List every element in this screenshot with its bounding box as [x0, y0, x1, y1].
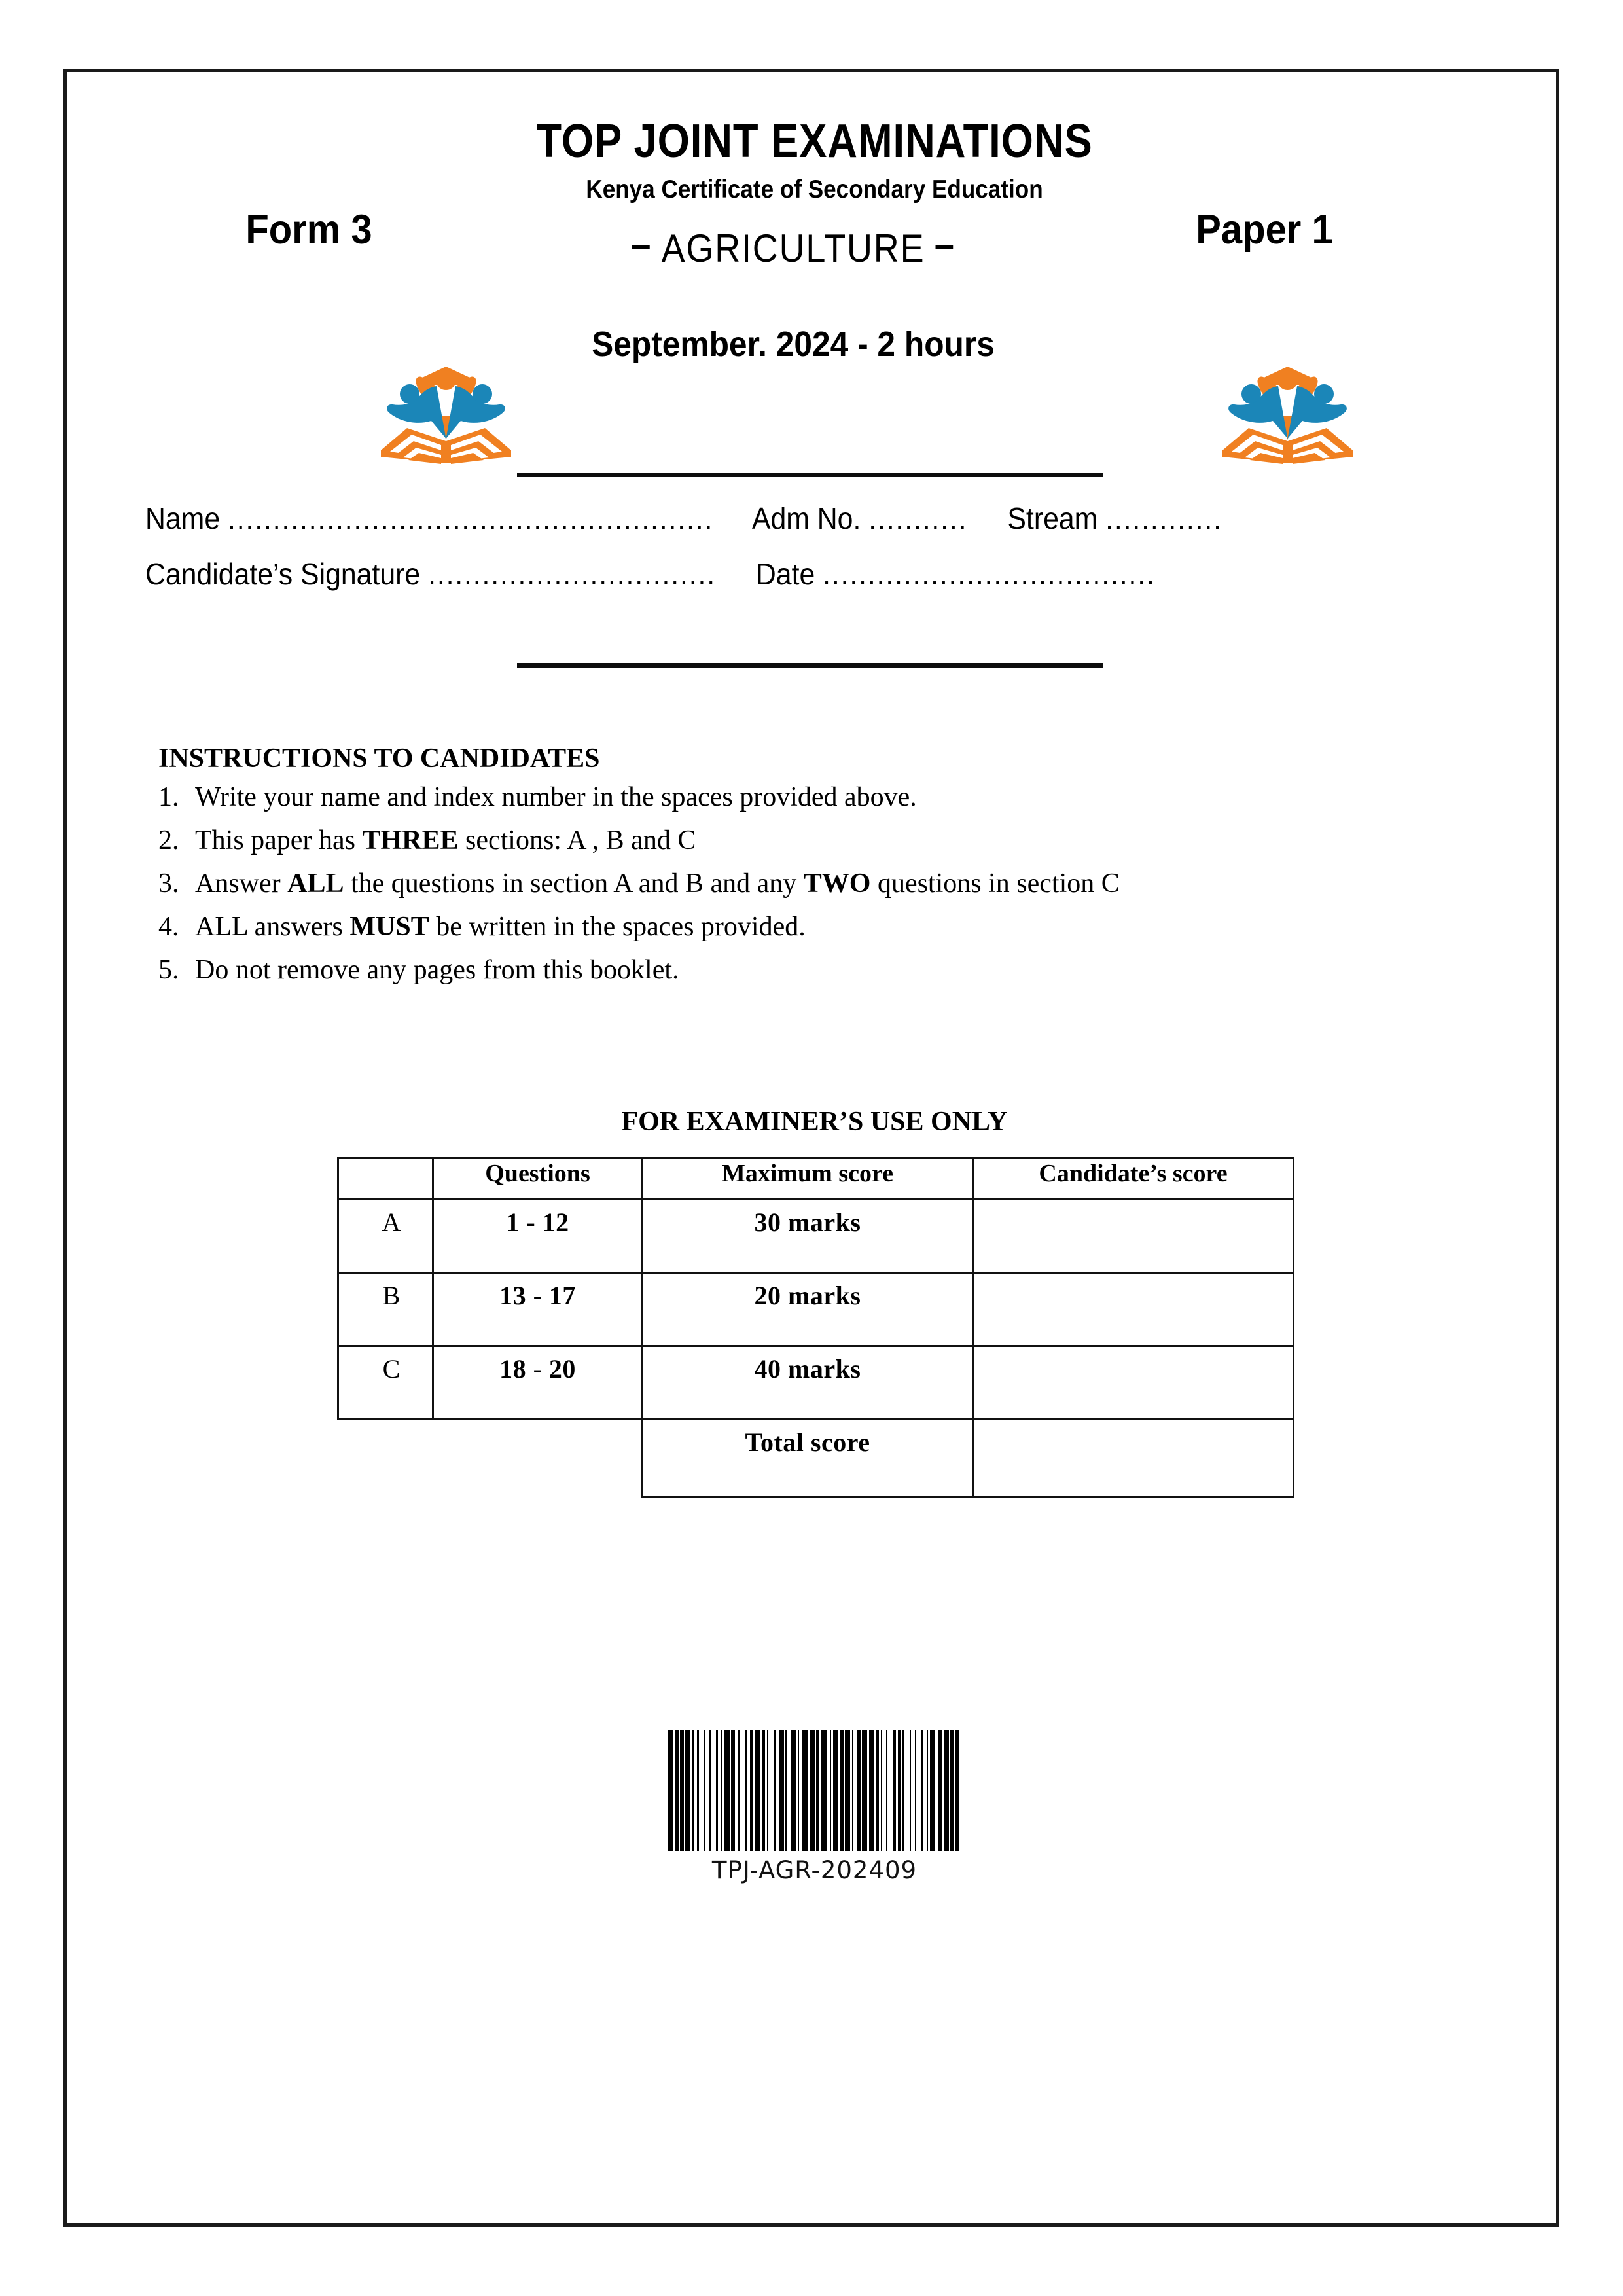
graduates-open-book-logo-right	[1217, 353, 1358, 465]
instruction-text: Answer ALL the questions in section A and B and any TWO questions in section C	[195, 869, 1120, 899]
form-label: Form 3	[245, 207, 372, 253]
examiner-use-title: FOR EXAMINER’S USE ONLY	[621, 1107, 1008, 1137]
page-border-frame	[63, 69, 1559, 2227]
stream-input-line[interactable]: .............	[1105, 501, 1222, 535]
instruction-number: 3.	[158, 869, 179, 899]
cell-candidate-score[interactable]	[973, 1200, 1294, 1273]
column-header-questions: Questions	[433, 1158, 643, 1200]
cell-total-score-label: Total score	[643, 1420, 973, 1497]
column-header-candidate-score: Candidate’s score	[973, 1158, 1294, 1200]
exam-date-duration: September. 2024 - 2 hours	[592, 325, 995, 364]
exam-header	[67, 72, 1562, 439]
dash-right-decoration: –	[934, 222, 955, 266]
candidate-row-name	[145, 501, 1393, 536]
instruction-number: 5.	[158, 955, 179, 985]
instruction-text: Do not remove any pages from this booklet.	[195, 955, 679, 985]
barcode-label: TPJ-AGR-202409	[711, 1856, 918, 1884]
column-header-section	[338, 1158, 433, 1200]
instruction-item	[158, 913, 1467, 941]
table-row	[338, 1273, 1294, 1346]
cell-section: C	[338, 1346, 433, 1420]
cell-section: A	[338, 1200, 433, 1273]
cell-total-score-value[interactable]	[973, 1420, 1294, 1497]
instructions-heading: INSTRUCTIONS TO CANDIDATES	[158, 744, 600, 774]
signature-label: Candidate’s Signature	[145, 557, 421, 591]
cell-empty-questions	[433, 1420, 643, 1497]
column-header-maximum-score: Maximum score	[643, 1158, 973, 1200]
barcode-block	[67, 1721, 1562, 1884]
dash-left-decoration: –	[631, 222, 652, 266]
table-row	[338, 1346, 1294, 1420]
candidate-row-signature	[145, 556, 1393, 592]
cell-questions: 13 - 17	[433, 1273, 643, 1346]
cell-maximum-score: 30 marks	[643, 1200, 973, 1273]
paper-label: Paper 1	[1196, 207, 1333, 253]
table-row-total	[338, 1420, 1294, 1497]
instruction-text: Write your name and index number in the spaces provided above.	[195, 782, 917, 812]
table-row	[338, 1200, 1294, 1273]
subject-line	[440, 221, 1147, 271]
examiner-score-table	[337, 1157, 1294, 1498]
instruction-item	[158, 956, 1467, 984]
exam-subtitle: Kenya Certificate of Secondary Education	[586, 175, 1043, 204]
instruction-item	[158, 870, 1467, 897]
instruction-number: 4.	[158, 912, 179, 942]
instruction-text: ALL answers MUST be written in the spaces provided.	[195, 912, 806, 942]
barcode-image	[668, 1730, 960, 1851]
cell-maximum-score: 40 marks	[643, 1346, 973, 1420]
cell-section: B	[338, 1273, 433, 1346]
cell-maximum-score: 20 marks	[643, 1273, 973, 1346]
candidate-details	[67, 501, 1562, 651]
date-input-line[interactable]: .....................................	[823, 557, 1156, 591]
date-label: Date	[755, 557, 815, 591]
instructions-section	[158, 743, 1467, 999]
header-divider-rule-top	[517, 473, 1103, 477]
instruction-number: 1.	[158, 782, 179, 812]
instructions-list	[158, 783, 1467, 984]
signature-input-line[interactable]: ................................	[428, 557, 716, 591]
cell-questions: 1 - 12	[433, 1200, 643, 1273]
stream-label: Stream	[1007, 501, 1098, 535]
cell-empty-section	[338, 1420, 433, 1497]
exam-title: TOP JOINT EXAMINATIONS	[536, 115, 1093, 168]
table-header-row	[338, 1158, 1294, 1200]
name-input-line[interactable]: ......................................................	[228, 501, 714, 535]
adm-no-input-line[interactable]: ...........	[868, 501, 968, 535]
cell-candidate-score[interactable]	[973, 1273, 1294, 1346]
instruction-text: This paper has THREE sections: A , B and C	[195, 825, 696, 855]
cell-questions: 18 - 20	[433, 1346, 643, 1420]
instruction-number: 2.	[158, 825, 179, 855]
graduates-open-book-logo-left	[376, 353, 516, 465]
instruction-item	[158, 827, 1467, 854]
cell-candidate-score[interactable]	[973, 1346, 1294, 1420]
adm-no-label: Adm No.	[751, 501, 861, 535]
header-divider-rule-bottom	[517, 663, 1103, 668]
name-label: Name	[145, 501, 221, 535]
instruction-item	[158, 783, 1467, 811]
subject-name: AGRICULTURE	[661, 226, 925, 271]
